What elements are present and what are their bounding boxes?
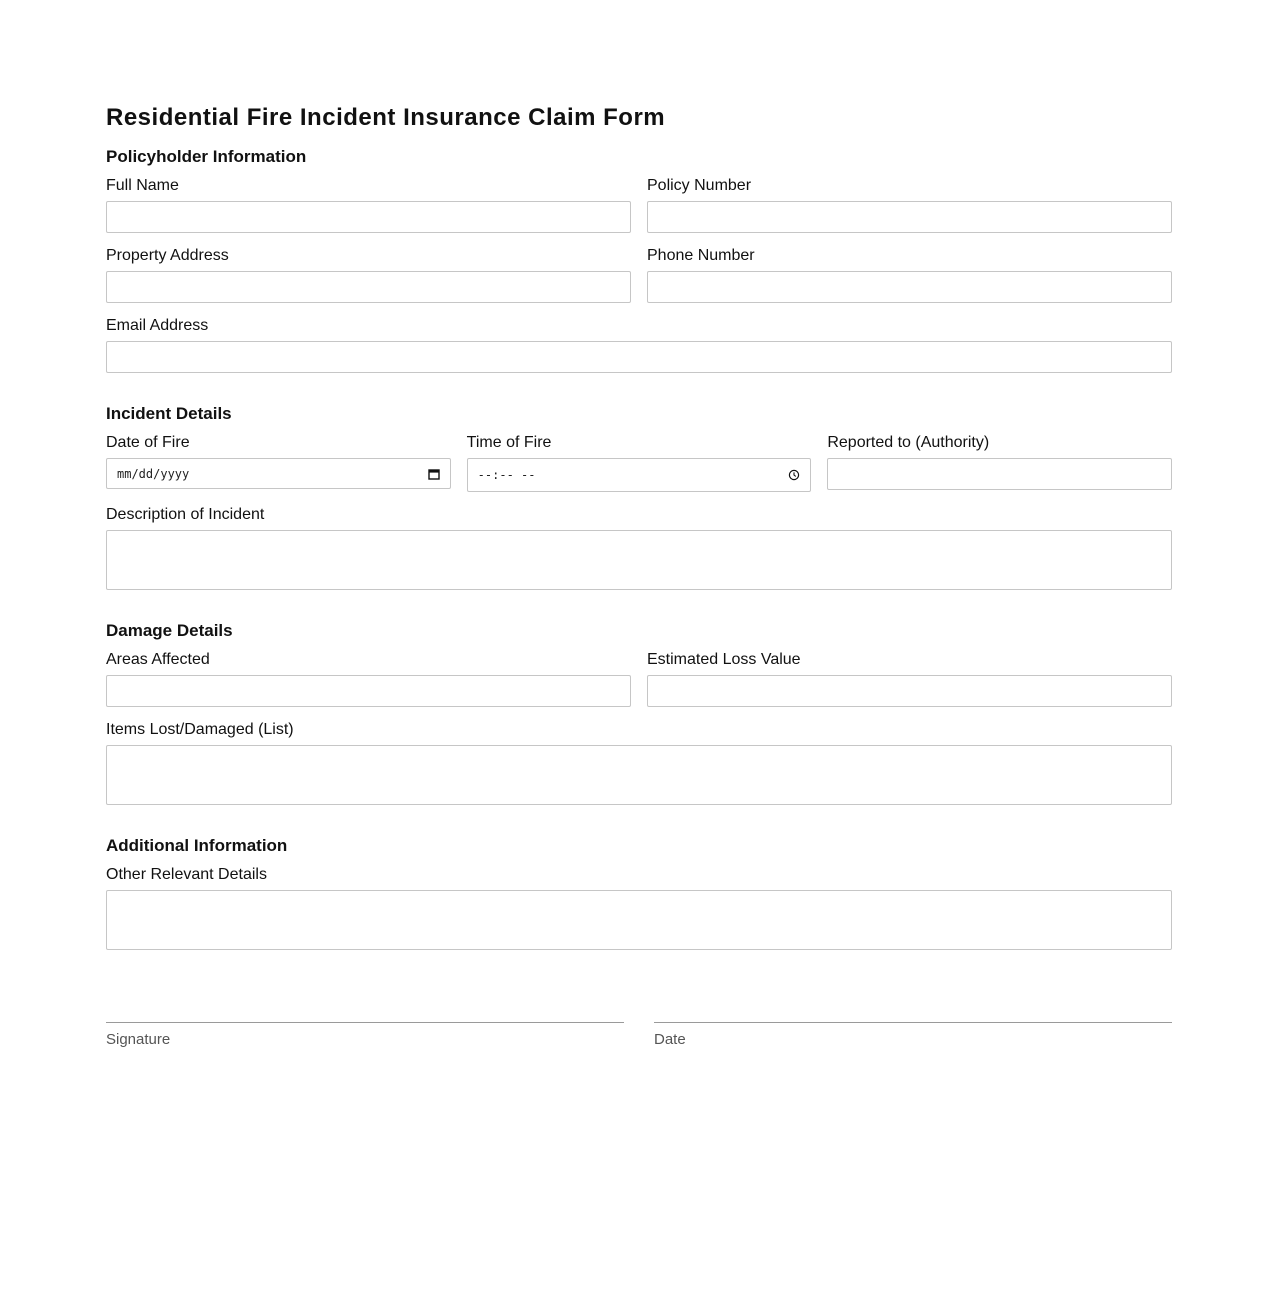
other-details-field-group [106,864,1172,950]
section-title-policyholder: Policyholder Information [106,147,307,166]
date-of-fire-input[interactable] [106,458,451,489]
items-lost-field-group [106,719,1172,805]
policy-number-field-group [647,175,1172,233]
full-name-label: Full Name [106,177,179,194]
phone-number-label: Phone Number [647,247,755,264]
policyholder-section [106,145,1172,373]
property-address-field-group [106,245,631,303]
areas-affected-field-group [106,649,631,707]
areas-affected-label: Areas Affected [106,651,210,668]
signature-date-line[interactable] [654,1022,1172,1023]
description-textarea[interactable] [106,530,1172,590]
time-placeholder: --:-- -- [477,468,536,482]
clock-icon[interactable] [788,469,800,481]
estimated-loss-input[interactable] [647,675,1172,707]
section-title-damage: Damage Details [106,621,233,640]
claim-form [106,100,1172,1049]
description-label: Description of Incident [106,506,265,523]
damage-section [106,619,1172,805]
signature-date-label: Date [654,1031,686,1048]
policy-number-input[interactable] [647,201,1172,233]
estimated-loss-field-group [647,649,1172,707]
estimated-loss-label: Estimated Loss Value [647,651,801,668]
signature-line[interactable] [106,1022,624,1023]
signature-row [106,1022,1172,1049]
areas-affected-input[interactable] [106,675,631,707]
phone-number-field-group [647,245,1172,303]
date-placeholder: mm/dd/yyyy [117,466,190,481]
section-title-additional: Additional Information [106,836,288,855]
phone-number-input[interactable] [647,271,1172,303]
property-address-input[interactable] [106,271,631,303]
full-name-input[interactable] [106,201,631,233]
signature-date-block [654,1022,1172,1049]
time-of-fire-input[interactable] [467,458,812,492]
section-title-incident: Incident Details [106,404,232,423]
policy-number-label: Policy Number [647,177,752,194]
damage-row-1 [106,649,1172,707]
incident-row-1 [106,432,1172,492]
description-field-group [106,504,1172,590]
date-of-fire-field-group [106,432,451,492]
page-title: Residential Fire Incident Insurance Claim Form [106,104,666,131]
reported-to-field-group [827,432,1172,492]
policyholder-row-1 [106,175,1172,233]
email-address-input[interactable] [106,341,1172,373]
reported-to-label: Reported to (Authority) [827,434,990,451]
incident-section [106,402,1172,590]
other-details-label: Other Relevant Details [106,866,267,883]
full-name-field-group [106,175,631,233]
date-of-fire-label: Date of Fire [106,434,190,451]
time-of-fire-field-group [467,432,812,492]
signature-block [106,1022,624,1049]
email-address-label: Email Address [106,317,209,334]
time-of-fire-label: Time of Fire [466,434,552,451]
items-lost-textarea[interactable] [106,745,1172,805]
calendar-icon[interactable] [428,468,440,480]
items-lost-label: Items Lost/Damaged (List) [106,721,294,738]
property-address-label: Property Address [106,247,229,264]
other-details-textarea[interactable] [106,890,1172,950]
reported-to-input[interactable] [827,458,1172,490]
email-field-group [106,315,1172,373]
policyholder-row-2 [106,245,1172,303]
signature-label: Signature [106,1031,171,1048]
additional-section [106,834,1172,950]
